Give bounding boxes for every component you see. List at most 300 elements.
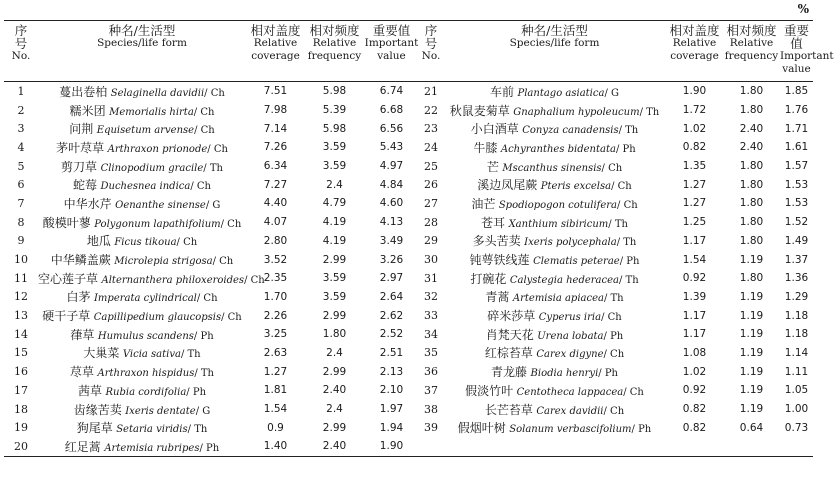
relative-frequency: 0.64 <box>739 421 764 434</box>
row-number: 29 <box>424 234 438 248</box>
table-row <box>4 82 813 101</box>
row-number: 35 <box>424 346 438 360</box>
col-header-species: 种名/生活型 Species/life form <box>97 23 187 49</box>
life-form: / Ch <box>176 237 198 249</box>
species-cell <box>443 101 666 120</box>
relative-frequency: 1.80 <box>739 178 764 191</box>
species-chinese-name: 葎草 <box>70 327 95 342</box>
relative-coverage: 2.35 <box>263 272 288 285</box>
species-chinese-name: 红棕苔草 <box>484 346 533 361</box>
row-number: 16 <box>14 365 28 379</box>
relative-coverage: 1.27 <box>263 365 288 378</box>
row-number: 32 <box>424 290 438 304</box>
relative-coverage: 1.25 <box>682 216 707 229</box>
relative-coverage: 4.40 <box>263 197 288 210</box>
species-cell <box>443 119 666 138</box>
table-row <box>4 344 813 363</box>
row-number <box>419 437 443 456</box>
species-chinese-name: 秋鼠麦菊草 <box>449 103 510 118</box>
relative-coverage: 1.27 <box>682 178 707 191</box>
species-latin-name: Arthraxon hispidus <box>97 368 195 380</box>
species-chinese-name: 问荆 <box>69 122 94 137</box>
life-form: / Ch <box>194 125 215 137</box>
species-chinese-name: 肖梵天花 <box>485 327 534 342</box>
life-form: / Ch <box>207 143 228 155</box>
life-form: / Ch <box>617 199 638 211</box>
relative-coverage: 2.26 <box>263 309 288 322</box>
row-number: 15 <box>14 346 28 360</box>
life-form: / Th <box>639 106 660 118</box>
species-chinese-name: 牛膝 <box>473 140 498 155</box>
important-value: 6.68 <box>379 104 404 117</box>
life-form: / Th <box>187 424 208 436</box>
species-chinese-name: 剪刀草 <box>61 159 98 174</box>
species-cell <box>443 288 666 307</box>
relative-frequency: 3.59 <box>322 272 347 285</box>
relative-frequency: 1.19 <box>739 253 764 266</box>
species-latin-name: Capillipedium glaucopsis <box>93 312 222 324</box>
species-cell <box>38 381 246 400</box>
row-number: 9 <box>17 234 25 248</box>
important-value <box>780 437 813 456</box>
table-row <box>4 232 813 251</box>
important-value: 1.00 <box>784 403 809 416</box>
relative-frequency: 3.59 <box>322 141 347 154</box>
important-value: 1.97 <box>379 403 404 416</box>
relative-frequency: 1.19 <box>739 384 764 397</box>
species-latin-name: Equisetum arvense <box>96 125 195 137</box>
row-number: 2 <box>17 103 25 117</box>
species-latin-name: Urena lobata <box>537 330 604 342</box>
important-value: 1.61 <box>784 141 809 154</box>
life-form: / Ch <box>221 312 242 324</box>
important-value: 4.84 <box>379 178 404 191</box>
relative-coverage: 1.35 <box>682 160 707 173</box>
species-latin-name: Memorialis hirta <box>109 106 194 118</box>
table-row <box>4 175 813 194</box>
life-form: / Ph <box>615 143 636 155</box>
relative-coverage: 7.27 <box>263 178 288 191</box>
species-latin-name: Clinopodium gracile <box>100 162 204 174</box>
species-cell <box>443 157 666 176</box>
species-cell <box>38 82 246 101</box>
relative-frequency: 2.40 <box>739 141 764 154</box>
important-value: 1.05 <box>784 384 809 397</box>
species-cell <box>443 381 666 400</box>
species-chinese-name: 齿缘苦荬 <box>73 402 122 417</box>
relative-frequency: 1.19 <box>739 365 764 378</box>
table-body <box>4 82 813 457</box>
row-number: 38 <box>424 402 438 416</box>
life-form: / Ch <box>190 181 211 193</box>
species-cell <box>443 269 666 288</box>
relative-coverage: 0.82 <box>682 421 707 434</box>
species-chinese-name: 荩草 <box>69 365 94 380</box>
species-chinese-name: 红足蒿 <box>64 439 101 454</box>
row-number: 39 <box>424 421 438 435</box>
relative-frequency: 1.19 <box>739 403 764 416</box>
relative-frequency: 1.80 <box>739 197 764 210</box>
relative-frequency: 2.40 <box>322 384 347 397</box>
life-form: / Th <box>618 125 639 137</box>
col-header-no: 序号 No. <box>11 23 31 62</box>
species-latin-name: Duchesnea indica <box>100 181 191 193</box>
important-value: 1.14 <box>784 346 809 359</box>
life-form: / Th <box>194 368 214 380</box>
row-number: 22 <box>424 103 438 117</box>
species-chinese-name: 糯米团 <box>69 103 106 118</box>
important-value: 1.53 <box>784 197 809 210</box>
col-header-relative-coverage-2: 相对盖度 Relative coverage <box>669 23 720 62</box>
species-latin-name: Clematis peterae <box>533 256 620 268</box>
life-form: / G <box>195 405 211 417</box>
table-row <box>4 400 813 419</box>
row-number: 8 <box>17 215 25 229</box>
important-value: 3.26 <box>379 253 404 266</box>
species-latin-name: Spodiopogon cotulifera <box>498 199 618 211</box>
species-chinese-name: 假淡竹叶 <box>465 383 514 398</box>
important-value: 2.52 <box>379 328 404 341</box>
relative-frequency: 2.4 <box>326 346 343 359</box>
relative-frequency: 2.4 <box>326 403 343 416</box>
table-row <box>4 418 813 437</box>
species-cell <box>38 101 246 120</box>
row-number: 4 <box>17 140 25 154</box>
life-form: / Ch <box>204 87 225 99</box>
row-number: 26 <box>424 178 438 192</box>
relative-frequency: 2.40 <box>322 440 347 453</box>
species-chinese-name: 长芒苔草 <box>484 402 533 417</box>
relative-frequency: 1.19 <box>739 328 764 341</box>
relative-coverage: 1.70 <box>263 290 288 303</box>
relative-coverage: 0.82 <box>682 403 707 416</box>
species-latin-name: Oenanthe sinense <box>115 199 206 211</box>
row-number: 31 <box>424 271 438 285</box>
species-cell <box>443 400 666 419</box>
relative-frequency: 1.19 <box>739 290 764 303</box>
important-value: 1.11 <box>784 365 809 378</box>
important-value: 1.71 <box>784 122 809 135</box>
col-header-important-value-2: 重要值 Important value <box>780 23 834 75</box>
species-chinese-name: 蛇莓 <box>72 178 97 193</box>
species-cell <box>443 138 666 157</box>
relative-coverage: 1.08 <box>682 346 707 359</box>
relative-coverage: 7.51 <box>263 85 288 98</box>
species-chinese-name: 白茅 <box>66 290 91 305</box>
relative-coverage: 4.07 <box>263 216 288 229</box>
species-latin-name: Selaginella davidii <box>110 87 205 99</box>
life-form: / Ch <box>220 218 242 230</box>
species-latin-name: Pteris excelsa <box>540 181 612 193</box>
species-cell <box>38 269 265 288</box>
life-form: / Th <box>603 293 624 305</box>
species-chinese-name: 狗尾草 <box>76 421 113 436</box>
relative-coverage: 2.63 <box>263 346 288 359</box>
relative-coverage: 3.25 <box>263 328 288 341</box>
species-chinese-name: 打碗花 <box>470 271 507 286</box>
row-number: 10 <box>14 253 28 267</box>
species-chinese-name: 车前 <box>489 84 514 99</box>
species-latin-name: Artemisia rubripes <box>104 442 200 454</box>
important-value: 1.37 <box>784 253 809 266</box>
species-chinese-name: 小白酒草 <box>470 122 519 137</box>
table-row <box>4 194 813 213</box>
life-form: / Ph <box>631 424 652 436</box>
life-form: / Ch <box>611 181 632 193</box>
row-number: 12 <box>14 290 28 304</box>
life-form: / Ph <box>186 386 207 398</box>
life-form: / Th <box>616 237 637 249</box>
species-chinese-name: 蔓出卷柏 <box>59 84 108 99</box>
life-form: / Ch <box>212 256 234 268</box>
life-form: / Ch <box>244 274 265 286</box>
relative-coverage <box>666 437 723 456</box>
important-value: 0.73 <box>784 421 809 434</box>
relative-frequency: 1.80 <box>739 234 764 247</box>
relative-frequency: 2.99 <box>322 309 347 322</box>
table-row <box>4 325 813 344</box>
species-chinese-name: 假烟叶树 <box>457 421 506 436</box>
relative-coverage: 7.98 <box>263 104 288 117</box>
species-cell <box>443 213 666 232</box>
relative-coverage: 1.54 <box>263 403 288 416</box>
species-latin-name: Imperata cylindrical <box>93 293 197 305</box>
species-cell <box>38 232 246 251</box>
species-latin-name: Centotheca lappacea <box>516 386 624 398</box>
life-form: / Ch <box>601 162 623 174</box>
important-value: 1.57 <box>784 160 809 173</box>
relative-frequency: 5.39 <box>322 104 347 117</box>
life-form: / Th <box>619 274 639 286</box>
relative-coverage: 1.27 <box>682 197 707 210</box>
important-value: 1.94 <box>379 421 404 434</box>
species-cell <box>443 194 666 213</box>
unit-label: % <box>797 2 809 16</box>
row-number: 36 <box>424 365 438 379</box>
species-chinese-name: 钝萼铁线莲 <box>469 253 530 268</box>
relative-frequency: 1.19 <box>739 346 764 359</box>
important-value: 1.85 <box>784 85 809 98</box>
row-number: 24 <box>424 140 438 154</box>
relative-coverage: 1.02 <box>682 365 707 378</box>
relative-frequency: 1.80 <box>322 328 347 341</box>
species-cell <box>443 437 666 456</box>
important-value: 2.13 <box>379 365 404 378</box>
species-chinese-name: 苍耳 <box>481 215 506 230</box>
relative-frequency <box>723 437 780 456</box>
relative-coverage: 1.90 <box>682 85 707 98</box>
row-number: 18 <box>14 402 28 416</box>
relative-coverage: 7.14 <box>263 122 288 135</box>
relative-coverage: 0.9 <box>267 421 284 434</box>
relative-frequency: 2.4 <box>326 178 343 191</box>
species-cell <box>443 82 666 101</box>
relative-frequency: 1.80 <box>739 216 764 229</box>
table-row <box>4 437 813 456</box>
relative-frequency: 3.59 <box>322 160 347 173</box>
life-form: / G <box>205 199 221 211</box>
species-cell <box>38 418 246 437</box>
table-row <box>4 157 813 176</box>
species-chinese-name: 空心莲子草 <box>38 271 99 286</box>
relative-coverage: 3.52 <box>263 253 288 266</box>
species-chinese-name: 中华水芹 <box>63 196 112 211</box>
life-form: / Ph <box>619 256 640 268</box>
species-latin-name: Mscanthus sinensis <box>502 162 602 174</box>
species-latin-name: Biodia henryi <box>530 368 599 380</box>
important-value: 1.76 <box>784 104 809 117</box>
life-form: / Th <box>180 349 201 361</box>
important-value: 5.43 <box>379 141 404 154</box>
row-number: 27 <box>424 196 438 210</box>
life-form: / Ch <box>193 106 215 118</box>
species-latin-name: Alternanthera philoxeroides <box>101 274 245 286</box>
species-latin-name: Ficus tikoua <box>114 237 177 249</box>
row-number: 21 <box>424 84 438 98</box>
species-chinese-name: 青龙藤 <box>491 365 528 380</box>
species-cell <box>38 325 246 344</box>
species-latin-name: Xanthium sibiricum <box>508 218 609 230</box>
row-number: 33 <box>424 309 438 323</box>
relative-coverage: 7.26 <box>263 141 288 154</box>
relative-coverage: 1.17 <box>682 328 707 341</box>
species-chinese-name: 大巢菜 <box>83 346 120 361</box>
important-value: 6.74 <box>379 85 404 98</box>
relative-coverage: 1.54 <box>682 253 707 266</box>
species-cell <box>443 418 666 437</box>
row-number: 13 <box>14 309 28 323</box>
relative-coverage: 1.39 <box>682 290 707 303</box>
species-chinese-name: 茅叶荩草 <box>56 140 105 155</box>
table-row <box>4 250 813 269</box>
life-form: / Ph <box>193 330 214 342</box>
table-row <box>4 306 813 325</box>
species-cell <box>38 306 246 325</box>
relative-coverage: 1.17 <box>682 234 707 247</box>
species-chinese-name: 碎米莎草 <box>487 309 536 324</box>
relative-frequency: 2.99 <box>322 365 347 378</box>
life-form: / Ch <box>603 405 625 417</box>
species-cell <box>38 213 246 232</box>
relative-coverage: 0.92 <box>682 272 707 285</box>
species-chinese-name: 芒 <box>486 159 499 174</box>
important-value: 3.49 <box>379 234 404 247</box>
relative-frequency: 4.19 <box>322 234 347 247</box>
table-row <box>4 269 813 288</box>
life-form: / G <box>604 87 619 99</box>
species-cell <box>443 306 666 325</box>
relative-frequency: 1.80 <box>739 272 764 285</box>
species-cell <box>443 175 666 194</box>
species-latin-name: Ixeris polycephala <box>524 237 617 249</box>
species-chinese-name: 酸模叶蓼 <box>42 215 91 230</box>
species-chinese-name: 溪边凤尾蕨 <box>477 178 538 193</box>
relative-coverage: 1.40 <box>263 440 288 453</box>
relative-frequency: 5.98 <box>322 122 347 135</box>
table-row <box>4 119 813 138</box>
species-cell <box>443 344 666 363</box>
row-number: 28 <box>424 215 438 229</box>
row-number: 34 <box>424 327 438 341</box>
table-row <box>4 288 813 307</box>
species-cell <box>38 194 246 213</box>
row-number: 1 <box>17 84 25 98</box>
col-header-no-2: 序号 No. <box>421 23 441 62</box>
relative-frequency: 1.80 <box>739 85 764 98</box>
relative-coverage: 6.34 <box>263 160 288 173</box>
important-value: 4.97 <box>379 160 404 173</box>
relative-frequency: 4.79 <box>322 197 347 210</box>
relative-frequency: 1.19 <box>739 309 764 322</box>
row-number: 17 <box>14 383 28 397</box>
col-header-relative-frequency-2: 相对频度 Relative frequency <box>724 23 779 62</box>
species-chinese-name: 茜草 <box>77 383 102 398</box>
species-latin-name: Conyza canadensis <box>522 125 619 137</box>
life-form: / Ch <box>603 349 625 361</box>
species-chinese-name: 硬干子草 <box>42 309 91 324</box>
relative-coverage: 0.82 <box>682 141 707 154</box>
species-cell <box>38 288 246 307</box>
relative-frequency: 1.80 <box>739 160 764 173</box>
col-header-important-value: 重要值 Important value <box>364 23 419 62</box>
life-form: / Ch <box>601 312 622 324</box>
life-form: / Th <box>608 218 628 230</box>
row-number: 14 <box>14 327 28 341</box>
important-value: 4.13 <box>379 216 404 229</box>
species-latin-name: Vicia sativa <box>122 349 181 361</box>
important-value: 1.90 <box>379 440 404 453</box>
table-row <box>4 381 813 400</box>
important-value: 1.29 <box>784 290 809 303</box>
important-value: 2.64 <box>379 290 404 303</box>
important-value: 2.10 <box>379 384 404 397</box>
species-latin-name: Solanum verbascifolium <box>509 424 632 436</box>
life-form: / Ph <box>603 330 624 342</box>
relative-frequency: 1.80 <box>739 104 764 117</box>
species-chinese-name: 油芒 <box>471 196 496 211</box>
row-number: 6 <box>17 178 25 192</box>
species-latin-name: Polygonum lapathifolium <box>94 218 221 230</box>
relative-coverage: 2.80 <box>263 234 288 247</box>
col-header-relative-frequency: 相对频度 Relative frequency <box>307 23 362 62</box>
table-row <box>4 138 813 157</box>
important-value: 6.56 <box>379 122 404 135</box>
relative-frequency: 2.99 <box>322 421 347 434</box>
life-form: / Ch <box>623 386 644 398</box>
relative-coverage: 1.72 <box>682 104 707 117</box>
species-latin-name: Cyperus iria <box>538 312 602 324</box>
row-number: 20 <box>14 439 28 453</box>
species-latin-name: Humulus scandens <box>97 330 194 342</box>
row-number: 3 <box>17 122 25 136</box>
species-latin-name: Carex davidii <box>536 405 604 417</box>
species-latin-name: Gnaphalium hypoleucum <box>513 106 640 118</box>
relative-frequency: 2.99 <box>322 253 347 266</box>
important-value: 1.53 <box>784 178 809 191</box>
species-latin-name: Setaria viridis <box>116 424 188 436</box>
relative-frequency: 3.59 <box>322 290 347 303</box>
species-cell <box>443 325 666 344</box>
important-value: 1.18 <box>784 328 809 341</box>
life-form: / Th <box>203 162 223 174</box>
species-cell <box>38 344 246 363</box>
table-row <box>4 362 813 381</box>
species-latin-name: Rubia cordifolia <box>105 386 187 398</box>
species-latin-name: Microlepia strigosa <box>114 256 213 268</box>
col-header-relative-coverage: 相对盖度 Relative coverage <box>250 23 301 62</box>
species-latin-name: Achyranthes bidentata <box>500 143 616 155</box>
row-number: 19 <box>14 421 28 435</box>
